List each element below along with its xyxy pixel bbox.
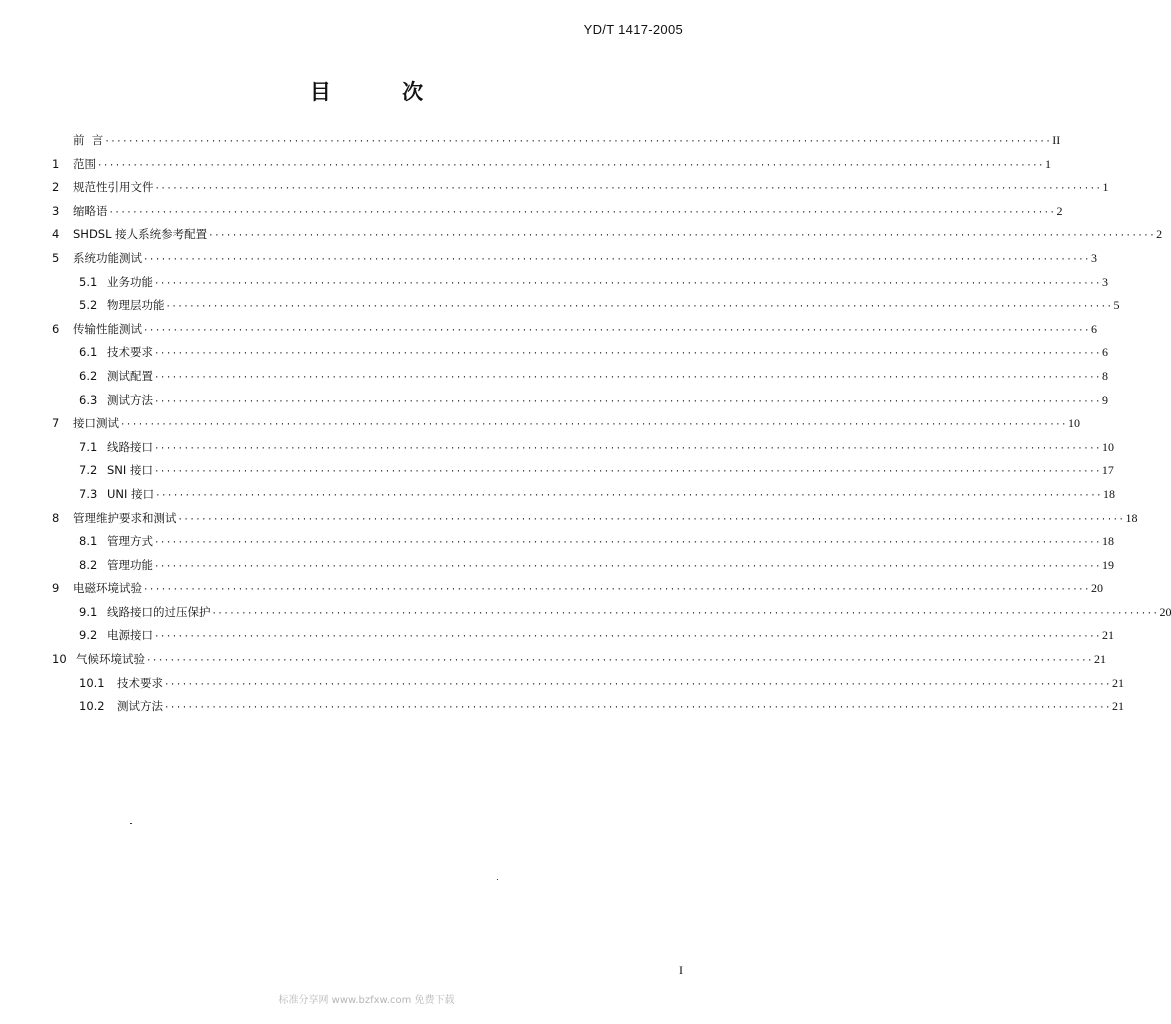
toc-leader-dots: ································································································································································ — [165, 302, 1113, 313]
toc-entry-page: 10 — [1101, 439, 1114, 454]
toc-entry-number: 10 — [52, 652, 67, 667]
toc-entry-title: 管理维护要求和测试 — [73, 510, 177, 525]
toc-entry[interactable] — [52, 675, 1124, 699]
toc-leader-dots: ································································································································································ — [120, 420, 1067, 431]
toc-leader-dots: ································································································································································ — [154, 538, 1101, 549]
toc-entry-number: 7 — [52, 416, 60, 431]
toc-entry-number: 8.1 — [79, 534, 98, 549]
scan-speck — [497, 879, 498, 880]
toc-entry[interactable] — [52, 486, 1116, 510]
toc-leader-dots: ································································································································································ — [154, 632, 1101, 643]
toc-leader-dots: ································································································································································ — [154, 349, 1101, 360]
toc-leader-dots: ································································································································································ — [143, 254, 1090, 265]
toc-entry[interactable] — [52, 439, 1114, 463]
toc-entry-number: 9.1 — [79, 604, 98, 619]
toc-leader-dots: ································································································································································ — [104, 137, 1052, 147]
toc-entry-number: 4 — [52, 227, 60, 242]
toc-leader-dots: ································································································································································ — [208, 231, 1156, 242]
toc-leader-dots: ································································································································································ — [146, 656, 1093, 667]
toc-entry-number: 6.2 — [79, 368, 98, 383]
toc-entry[interactable] — [52, 392, 1108, 416]
toc-entry-page: 1 — [1102, 180, 1109, 195]
toc-entry-number: 2 — [52, 180, 60, 195]
toc-entry-title: 接口测试 — [73, 416, 119, 431]
toc-entry-title: 范围 — [73, 156, 96, 171]
toc-entry-page: 21 — [1111, 675, 1124, 690]
toc-entry-page: 10 — [1067, 416, 1080, 431]
toc-entry-page: 21 — [1093, 652, 1106, 667]
toc-entry-page: 17 — [1101, 463, 1114, 478]
toc-entry-title: 传输性能测试 — [73, 321, 142, 336]
toc-entry[interactable] — [52, 415, 1080, 439]
toc-entry-page: 3 — [1090, 250, 1097, 265]
toc-leader-dots: ································································································································································ — [177, 514, 1125, 525]
toc-entry-title: 管理功能 — [107, 557, 153, 572]
toc-entry-page: 1 — [1044, 156, 1051, 171]
toc-entry[interactable] — [52, 580, 1103, 604]
toc-entry-number: 5.2 — [79, 298, 98, 313]
toc-entry-page: 2 — [1156, 227, 1163, 242]
table-of-contents — [52, 132, 1171, 722]
toc-entry-number: 10.1 — [79, 675, 105, 690]
toc-entry-number: 9.2 — [79, 628, 98, 643]
toc-entry-title: 规范性引用文件 — [73, 180, 154, 195]
toc-entry-number: 7.2 — [79, 463, 98, 478]
toc-leader-dots: ································································································································································ — [155, 490, 1103, 501]
toc-entry-title: 气候环境试验 — [76, 652, 145, 667]
toc-entry-number: 9 — [52, 581, 60, 596]
toc-leader-dots: ································································································································································ — [164, 679, 1111, 690]
toc-entry-number: 8.2 — [79, 557, 98, 572]
toc-entry-title: UNI 接口 — [107, 486, 155, 501]
toc-leader-dots: ································································································································································ — [143, 585, 1090, 596]
toc-entry-title: 前 言 — [73, 133, 104, 147]
toc-entry-number: 6 — [52, 321, 60, 336]
toc-entry[interactable] — [52, 344, 1108, 368]
toc-leader-dots: ································································································································································ — [154, 561, 1101, 572]
toc-entry-page: 2 — [1056, 203, 1063, 218]
toc-entry-title: 线路接口 — [107, 439, 153, 454]
toc-entry-page: 5 — [1113, 298, 1120, 313]
toc-entry[interactable] — [52, 533, 1114, 557]
toc-entry[interactable] — [52, 557, 1114, 581]
toc-entry-title: 技术要求 — [107, 345, 153, 360]
toc-leader-dots: ································································································································································ — [164, 703, 1111, 714]
toc-entry-page: 3 — [1101, 274, 1108, 289]
toc-entry-title: 电源接口 — [107, 628, 153, 643]
toc-entry[interactable] — [52, 132, 1061, 156]
toc-entry-title: SHDSL 接人系统参考配置 — [73, 227, 208, 242]
toc-leader-dots: ································································································································································ — [143, 325, 1090, 336]
toc-entry-page: 19 — [1101, 557, 1114, 572]
toc-entry-title: 电磁环境试验 — [73, 581, 142, 596]
toc-entry[interactable] — [52, 274, 1108, 298]
toc-entry[interactable] — [52, 627, 1114, 651]
toc-entry[interactable] — [52, 250, 1097, 274]
toc-leader-dots: ································································································································································ — [154, 372, 1101, 383]
toc-entry[interactable] — [52, 321, 1097, 345]
toc-entry-page: 6 — [1090, 321, 1097, 336]
toc-entry[interactable] — [52, 462, 1114, 486]
toc-entry-page: II — [1052, 133, 1061, 147]
toc-entry-page: 18 — [1101, 534, 1114, 549]
toc-entry-title: 缩略语 — [73, 203, 108, 218]
toc-entry-page: 21 — [1101, 628, 1114, 643]
toc-leader-dots: ································································································································································ — [154, 278, 1101, 289]
toc-entry-number: 6.1 — [79, 345, 98, 360]
toc-leader-dots: ································································································································································ — [153, 467, 1101, 478]
toc-entry[interactable] — [52, 156, 1051, 180]
toc-entry-number: 3 — [52, 203, 60, 218]
toc-entry-page: 20 — [1159, 604, 1171, 619]
toc-entry[interactable] — [52, 226, 1163, 250]
toc-entry-title: 线路接口的过压保护 — [107, 604, 211, 619]
toc-leader-dots: ································································································································································ — [211, 608, 1159, 619]
toc-entry-title: 管理方式 — [107, 534, 153, 549]
toc-entry-page: 18 — [1103, 486, 1116, 501]
toc-leader-dots: ································································································································································ — [108, 207, 1056, 218]
toc-entry-page: 21 — [1111, 699, 1124, 714]
toc-entry[interactable] — [52, 297, 1120, 321]
toc-leader-dots: ································································································································································ — [97, 160, 1044, 171]
toc-entry-page: 18 — [1125, 510, 1138, 525]
toc-leader-dots: ································································································································································ — [154, 443, 1101, 454]
toc-entry-number: 8 — [52, 510, 60, 525]
page-number: I — [679, 963, 683, 977]
toc-entry-title: 技术要求 — [117, 675, 163, 690]
toc-entry-page: 20 — [1090, 581, 1103, 596]
toc-entry-number: 5.1 — [79, 274, 98, 289]
toc-leader-dots: ································································································································································ — [154, 396, 1101, 407]
toc-entry-title: 系统功能测试 — [73, 250, 142, 265]
toc-entry-page: 6 — [1101, 345, 1108, 360]
toc-entry-number: 5 — [52, 250, 60, 265]
toc-entry[interactable] — [52, 510, 1138, 534]
toc-entry-number: 1 — [52, 156, 60, 171]
page-title: 目 次 — [309, 80, 456, 104]
standard-code: YD/T 1417-2005 — [583, 22, 683, 37]
toc-entry[interactable] — [52, 604, 1171, 628]
toc-leader-dots: ································································································································································ — [154, 184, 1102, 195]
watermark: 标准分享网 www.bzfxw.com 免费下载 — [278, 995, 455, 1006]
toc-entry-number: 7.1 — [79, 439, 98, 454]
toc-entry-page: 9 — [1101, 392, 1108, 407]
scan-speck — [130, 823, 132, 824]
toc-entry-title: 测试配置 — [107, 368, 153, 383]
toc-entry-title: 业务功能 — [107, 274, 153, 289]
toc-entry-page: 8 — [1101, 368, 1108, 383]
toc-entry-title: 测试方法 — [107, 392, 153, 407]
toc-entry[interactable] — [52, 179, 1109, 203]
toc-entry[interactable] — [52, 651, 1106, 675]
toc-entry-title: SNI 接口 — [107, 463, 153, 478]
toc-entry-number: 10.2 — [79, 699, 105, 714]
toc-entry-number: 6.3 — [79, 392, 98, 407]
toc-entry[interactable] — [52, 203, 1063, 227]
toc-entry-number: 7.3 — [79, 486, 98, 501]
toc-entry[interactable] — [52, 368, 1108, 392]
toc-entry-title: 物理层功能 — [107, 298, 165, 313]
toc-entry-title: 测试方法 — [117, 699, 163, 714]
toc-entry[interactable] — [52, 698, 1124, 722]
